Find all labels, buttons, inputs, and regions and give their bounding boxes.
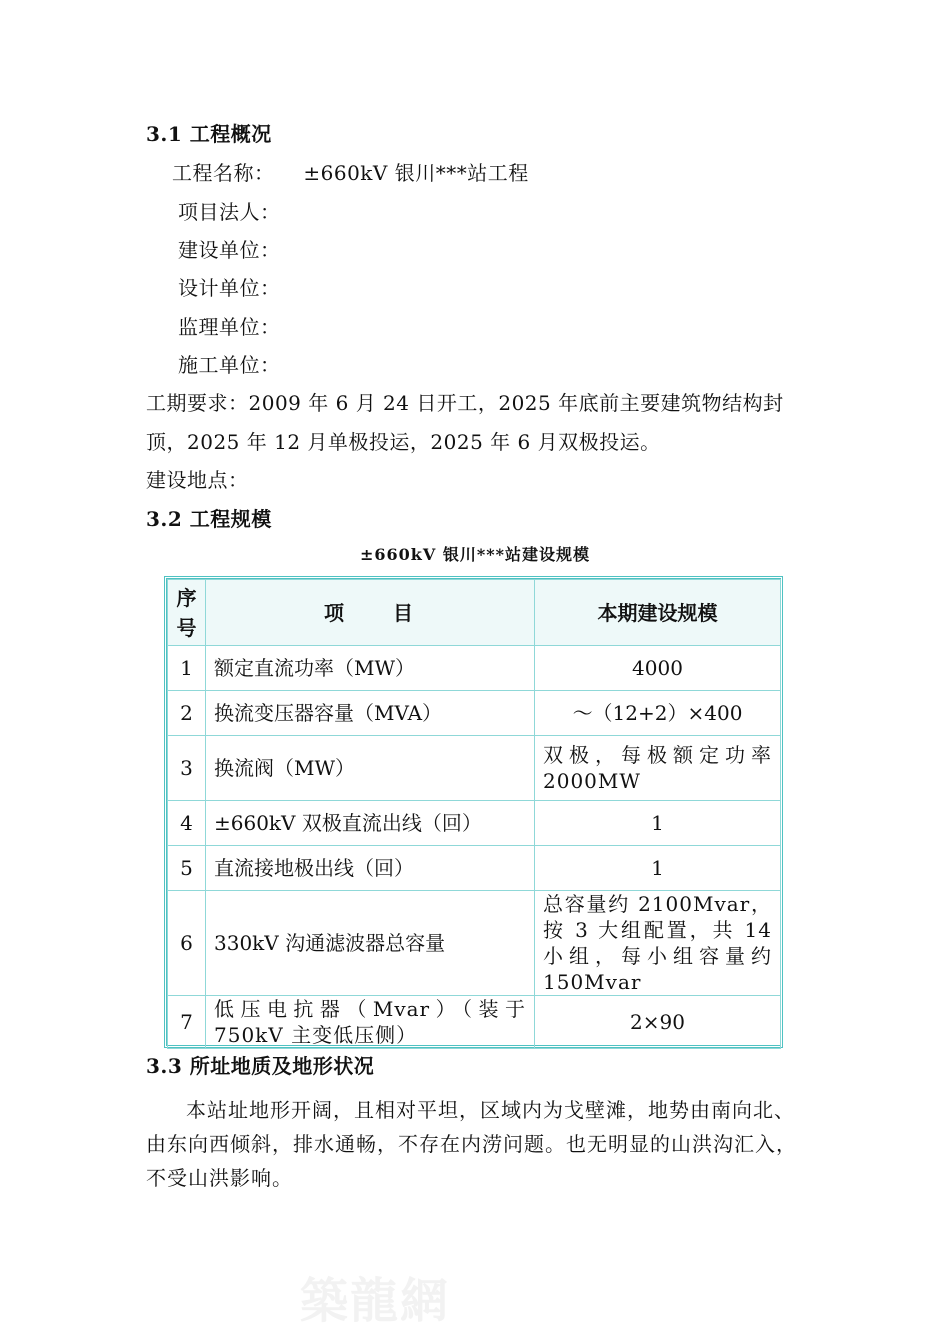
supervision-unit-label: 监理单位： — [178, 315, 281, 339]
row-no: 1 — [168, 646, 206, 691]
section-heading-scale: 3.2 工程规模 — [146, 507, 272, 531]
section-heading-overview: 3.1 工程概况 — [146, 122, 272, 146]
row-scale: 2×90 — [535, 996, 781, 1049]
row-no: 3 — [168, 736, 206, 801]
building-unit-label: 施工单位： — [178, 353, 281, 377]
scale-table-frame — [164, 576, 783, 1048]
row-item: 换流阀（MW） — [206, 736, 535, 801]
table-header-row — [168, 580, 781, 646]
project-name-value: ±660kV 银川***站工程 — [303, 161, 529, 185]
row-no: 6 — [168, 891, 206, 996]
row-scale: 1 — [535, 801, 781, 846]
row-item: 330kV 沟通滤波器总容量 — [206, 891, 535, 996]
watermark: 築龍網 — [300, 1273, 451, 1329]
design-unit-label: 设计单位： — [178, 276, 281, 300]
table-row — [168, 736, 781, 801]
row-no: 4 — [168, 801, 206, 846]
row-item: 低压电抗器（Mvar）（装于 750kV 主变低压侧） — [206, 996, 535, 1049]
location-label: 建设地点： — [146, 468, 249, 492]
row-scale: 总容量约 2100Mvar，按 3 大组配置，共 14 小组，每小组容量约 150Mvar — [535, 891, 781, 996]
row-scale: 双极，每极额定功率 2000MW — [535, 736, 781, 801]
construction-unit-label: 建设单位： — [178, 238, 281, 262]
row-scale: 1 — [535, 846, 781, 891]
row-no: 5 — [168, 846, 206, 891]
table-row — [168, 646, 781, 691]
header-scale: 本期建设规模 — [535, 580, 781, 646]
legal-person-label: 项目法人： — [178, 200, 281, 224]
row-item: ±660kV 双极直流出线（回） — [206, 801, 535, 846]
row-no: 2 — [168, 691, 206, 736]
project-name-line — [172, 157, 529, 186]
row-item: 换流变压器容量（MVA） — [206, 691, 535, 736]
row-item: 额定直流功率（MW） — [206, 646, 535, 691]
row-no: 7 — [168, 996, 206, 1049]
schedule-line-1: 工期要求：2009 年 6 月 24 日开工，2025 年底前主要建筑物结构封 — [146, 391, 784, 415]
section-heading-geology: 3.3 所址地质及地形状况 — [146, 1054, 375, 1078]
row-scale: ～（12+2）×400 — [535, 691, 781, 736]
geology-paragraph: 本站址地形开阔，且相对平坦，区域内为戈壁滩，地势由南向北、由东向西倾斜，排水通畅，不存在内涝问题。也无明显的山洪沟汇入，不受山洪影响。 — [146, 1098, 797, 1190]
table-row — [168, 691, 781, 736]
schedule-line-2: 顶，2025 年 12 月单极投运，2025 年 6 月双极投运。 — [146, 430, 661, 454]
header-item: 项 目 — [206, 580, 535, 646]
table-row — [168, 801, 781, 846]
scale-table — [167, 579, 781, 1049]
project-name-label: 工程名称： — [172, 161, 275, 185]
table-row — [168, 996, 781, 1049]
header-no: 序号 — [168, 580, 206, 646]
table-row — [168, 891, 781, 996]
table-row — [168, 846, 781, 891]
row-item: 直流接地极出线（回） — [206, 846, 535, 891]
table-caption: ±660kV 银川***站建设规模 — [360, 545, 590, 564]
row-scale: 4000 — [535, 646, 781, 691]
